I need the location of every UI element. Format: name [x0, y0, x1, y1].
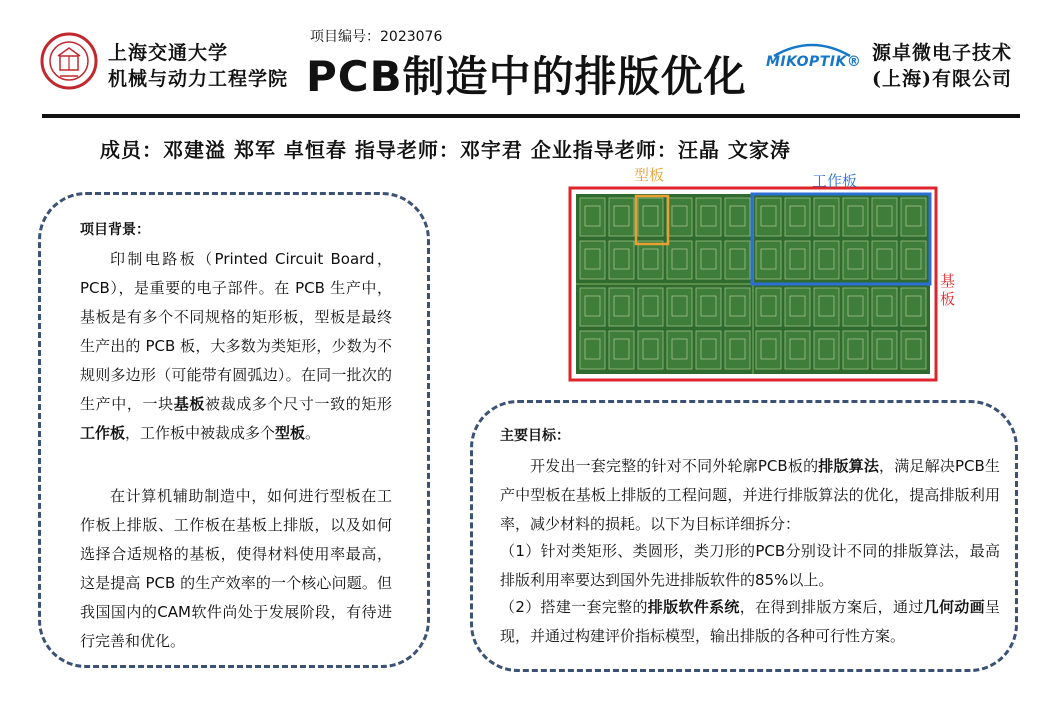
pcb-cell: [814, 241, 839, 279]
pcb-cell: [638, 331, 663, 369]
company-name-line1: 源卓微电子技术: [872, 42, 1013, 64]
pcb-cell: [667, 331, 692, 369]
pcb-cell: [725, 241, 750, 279]
pcb-cell: [638, 198, 663, 236]
company-name-line2: (上海)有限公司: [872, 68, 1012, 90]
pcb-cell: [901, 331, 926, 369]
goals-item-1: （1）针对类矩形、类圆形，类刀形的PCB分别设计不同的排版算法，最高排版利用率要达到国外先进排版软件的85%以上。: [500, 542, 1000, 589]
members-line: 成员：邓建溢 郑军 卓恒春 指导老师：邓宇君 企业指导老师：汪晶 文家涛: [100, 138, 791, 162]
pcb-layout-figure: [566, 160, 938, 384]
pcb-cell: [843, 198, 868, 236]
pcb-cell: [696, 198, 721, 236]
pcb-cell: [843, 288, 868, 326]
pcb-cell: [756, 241, 781, 279]
emphasis-jiban: 基板: [173, 395, 206, 413]
emphasis-xingban: 型板: [275, 424, 306, 442]
pcb-cell: [696, 331, 721, 369]
pcb-cell: [609, 331, 634, 369]
pcb-cell: [580, 241, 605, 279]
label-jiban: 基板: [940, 272, 956, 308]
pcb-cell: [756, 288, 781, 326]
emphasis-algorithm: 排版算法: [818, 457, 880, 475]
emphasis-gongzuoban: 工作板: [80, 424, 126, 442]
pcb-cell: [609, 288, 634, 326]
pcb-cell: [901, 241, 926, 279]
label-xingban: 型板: [634, 166, 665, 184]
pcb-cell: [785, 288, 810, 326]
goals-paragraph-1: 开发出一套完整的针对不同外轮廓PCB板的排版算法，满足解决PCB生产中型板在基板上排版的工程问题，并进行排版算法的优化，提高排版利用率，减少材料的损耗。以下为目标详细拆分：: [500, 457, 1001, 533]
pcb-cell: [580, 198, 605, 236]
goals-item-2: （2）搭建一套完整的排版软件系统，在得到排版方案后，通过几何动画呈现，并通过构建评价指标模型，输出排版的各种可行性方案。: [500, 598, 1000, 645]
sponsor-logo: MIKOPTIK®: [766, 54, 862, 70]
pcb-cell: [580, 331, 605, 369]
pcb-cell: [580, 288, 605, 326]
school-name: 机械与动力工程学院: [108, 68, 289, 90]
pcb-cell: [725, 288, 750, 326]
pcb-cell: [696, 288, 721, 326]
pcb-cell: [785, 241, 810, 279]
pcb-cell: [756, 198, 781, 236]
emphasis-geometry-animation: 几何动画: [923, 598, 985, 616]
pcb-cell: [609, 198, 634, 236]
pcb-cell: [814, 198, 839, 236]
pcb-cell: [814, 288, 839, 326]
pcb-cell: [638, 288, 663, 326]
pcb-cell: [725, 331, 750, 369]
pcb-cell: [785, 198, 810, 236]
pcb-cell: [756, 331, 781, 369]
pcb-cell: [901, 198, 926, 236]
pcb-cell: [872, 241, 897, 279]
pcb-cell: [667, 241, 692, 279]
pcb-cell: [609, 241, 634, 279]
pcb-cell: [872, 331, 897, 369]
poster-title: PCB制造中的排版优化: [306, 52, 747, 101]
header-divider: [42, 114, 1020, 118]
pcb-cell: [872, 198, 897, 236]
pcb-cell: [667, 288, 692, 326]
university-seal-logo: [40, 32, 98, 90]
pcb-cell: [872, 288, 897, 326]
university-name: 上海交通大学: [108, 42, 229, 64]
pcb-cell: [901, 288, 926, 326]
pcb-cell: [638, 241, 663, 279]
pcb-cell: [814, 331, 839, 369]
background-heading: 项目背景：: [80, 222, 150, 238]
background-paragraph-1: 印制电路板（Printed Circuit Board，PCB），是重要的电子部件。在 PCB 生产中，基板是有多个不同规格的矩形板，型板是最终生产出的 PCB 板，大多数为类矩形，少数为不规则多边形（可能带有圆弧边）。在同一批次的生产中，一块基板被裁成多个尺寸一致的矩形工作板，工作板中被裁成多个型板。: [80, 250, 392, 442]
pcb-cell: [696, 241, 721, 279]
pcb-cell: [843, 331, 868, 369]
emphasis-software-system: 排版软件系统: [647, 598, 740, 616]
background-paragraph-2: 在计算机辅助制造中，如何进行型板在工作板上排版、工作板在基板上排版，以及如何选择合适规格的基板，使得材料使用率最高，这是提高 PCB 的生产效率的一个核心问题。但我国国内的CAM软件尚处于发展阶段，有待进行完善和优化。: [80, 487, 392, 650]
goals-heading: 主要目标：: [500, 428, 570, 444]
label-gongzuoban: 工作板: [812, 172, 858, 190]
project-number: 项目编号：2023076: [310, 29, 443, 45]
pcb-cell: [843, 241, 868, 279]
pcb-cell: [725, 198, 750, 236]
pcb-cell: [667, 198, 692, 236]
pcb-cell: [785, 331, 810, 369]
